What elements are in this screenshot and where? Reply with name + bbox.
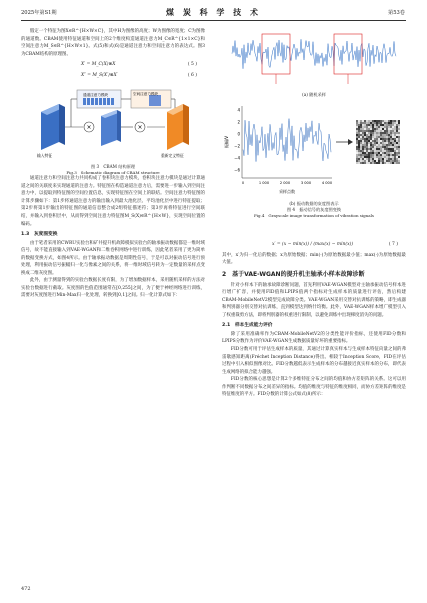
x-tick-label: 3 000 <box>300 180 312 185</box>
paragraph: 其中，x′为归一化后的数据；x为原始数据；min(·)为原始数据最小值；max(·)为原始数据最大值。 <box>222 252 406 266</box>
spatial-label: 空间注意力模块 <box>133 92 159 97</box>
page-number: 472 <box>21 586 31 592</box>
section-heading: 2 基于VAE-WGAN的提升机主轴承小样本故障诊断 <box>222 270 365 278</box>
equation-body: X″ = M_S(X′)⊗X′ <box>81 72 118 78</box>
right-column <box>222 28 406 399</box>
equation-number: ( 6 ) <box>187 72 197 78</box>
paragraph: FID分数的核心思想是计算2个多维特征分布之间的均值和协方差矩阵的关系。这可以用作判断不同数据分布之间差异的指标。均值的维度与特征的维度相同，而协方差矩阵的维度是特征维度的平方。FID分数的计算公式如式(8)所示： <box>222 377 406 398</box>
equation-7 <box>222 241 406 249</box>
figure-caption-en: Fig.4 Grayscale image transformation of vibration signals <box>254 213 374 219</box>
x-tick-label: 0 <box>241 180 245 185</box>
cbam-diagram <box>21 82 205 160</box>
paragraph: 通道注意力和空间注意力共同构成了卷积块注意力模块，卷积块注意力模块是通过计算通道之间的关联度来实现通道的注意力。特征图在构造通道注意力后，需要进一步输入到空间注意力中，以提取到特征图的空间位置信息，实现特征图在空间上的联结。空间注意力特征图的计算步骤如下：第1步将通道注意力的输出输入到最大池化层、平均池化层中进行特征提取；第2步将第1步输出的特征图的通道信息整合成2组特征描述符；第3步再将特征进行空间联结，并输入到卷积层中，从而得到空间注意力特征图M_S(X)∈R^{H×W}，实现空间位置的编码。 <box>21 176 205 227</box>
svg-text:×: × <box>86 124 92 132</box>
y-axis-label: 振幅/V <box>224 135 229 148</box>
paragraph: FID分数可用于评估生成样本的质量，其通过计算真实样本与生成样本特征向量之间的弗雷歇感知距离(Fréchet Inception Distance)得出。相较于Inception Score，FID在评估过程中引入相似图像对比。FID分数越低表示生成样本的分布越接近真实样本的分布，即代表生成网络的拟合能力越强。 <box>222 347 406 375</box>
svg-text:×: × <box>137 124 143 132</box>
header-left: 2025年第S1期 <box>21 10 57 16</box>
random-sampling-plot <box>222 28 406 88</box>
intermediate-feature-cube <box>101 110 121 146</box>
header-right: 第53卷 <box>388 10 405 16</box>
x-tick-label: 1 000 <box>258 180 270 185</box>
journal-title: 煤 炭 科 学 技 术 <box>166 7 261 17</box>
paragraph: 除了采用准确率作为CBAM-MobileNetV2的分类性能评价指标，还使用FID分数和LPIPS分数作为评价VAE-WGAN生成数据质量好坏的重要指标。 <box>222 331 406 345</box>
equation-6 <box>21 72 205 80</box>
input-label: 输入特征 <box>37 153 53 159</box>
y-tick-label: −2 <box>234 143 240 149</box>
header-rule <box>21 20 406 21</box>
y-tick-label: 4 <box>237 107 240 113</box>
y-tick-label: 2 <box>237 119 240 125</box>
paragraph: 此外，由于测量得到的实验台数据长度有限，为了增加数据样本，采用随机采样的方法对实验台数据进行截取。灰度图的色值范围通常在[0,255]之间，为了便于神经网络进行训练，需要对灰度图进行Min-Max归一化处理，转换到[0,1]之间。归一化计算式如下： <box>21 278 205 299</box>
subfigure-caption: (a) 随机采样 <box>302 91 326 97</box>
equation-number: ( 7 ) <box>388 242 398 247</box>
grayscale-image <box>356 120 400 164</box>
input-feature-cube <box>41 104 65 150</box>
y-tick-label: −4 <box>234 155 240 161</box>
channel-label: 通道注意力模块 <box>83 93 109 98</box>
equation-number: ( 5 ) <box>187 62 197 68</box>
paragraph: 由于笔者采用的CWRU实验台和矿井提升机故障模拟实验台的轴承振动数据都是一维时域信号，故不能直接输入到VAE-WGAN和二维卷积网络中进行训练，因此笔者采用了更为简单的数据变换方式，如图4所示。由于轴承振动数据是周期性信号，于是可以对振动信号进行预处理，利用振动信号振幅归一化与像素之间的关系，将一维时域信号转为一定数量的采样点变换成二维灰度图。 <box>21 240 205 276</box>
x-tick-label: 4 000 <box>321 180 333 185</box>
figure-3 <box>21 82 205 175</box>
figure-caption: 图 3 CBAM 结构原理 <box>90 163 136 169</box>
left-column <box>21 28 205 300</box>
grayscale-plot <box>222 98 406 198</box>
paragraph: 假定一个特征为图X∈R^{H×W×C}，其中H为图像的高度；W为图像的宽度；C为图像的通道数。CBAM使用特征通道和空间上的2个维度构造通道注意力M_C∈R^{1×1×C}和空间注意力M_S∈R^{H×W×1}。式(5)和式(6)是通道注意力和空间注意力的表达式。图3为CBAM结构的原理图。 <box>21 29 205 57</box>
y-tick-label: 0 <box>237 131 240 137</box>
paragraph: 针对小样本下的轴承故障诊断问题，首先利用VAE-WGAN模型对主轴承振动信号样本进行增广扩容，并使用FID值和LPIPS值两个指标对生成样本的质量进行评估，然后构建CBAM-MobileNetV2模型完成故障分类。VAE-WGAN采用交替对抗训练的策略，即生成器和判别器分别交替对抗训练，直到模型达到纳什均衡。此外，VAE-WGAN样本增广模型引入了权重裁剪方法，即将判别器的权重进行限制，以避免训练中出现梯度消失的问题。 <box>222 282 406 318</box>
figure-caption: 图 4 振动信号的灰度图变换 <box>286 207 342 213</box>
x-axis-label: 采样点数 <box>279 188 295 194</box>
y-tick-label: −6 <box>234 167 240 173</box>
subsection-heading: 2.1 样本生成能力评价 <box>222 323 273 329</box>
refined-feature-cube <box>167 104 189 150</box>
sample-window <box>262 34 290 74</box>
section-heading: 1.3 灰度图变换 <box>21 232 58 238</box>
x-tick-label: 2 000 <box>279 180 291 185</box>
refined-label: 重新定义特征 <box>161 153 184 159</box>
equation-body: x′ = (x − min(x)) / (max(x) − min(x)) <box>272 242 354 247</box>
figure-caption-en: Fig.3 Schematic diagram of CBAM structure <box>66 169 160 175</box>
subfigure-caption: (b) 振动数据的灰度图表示 <box>289 201 339 207</box>
equation-body: X′ = M_C(X)⊗X <box>81 62 116 68</box>
equation-5 <box>21 61 205 69</box>
figure-4 <box>222 28 406 238</box>
